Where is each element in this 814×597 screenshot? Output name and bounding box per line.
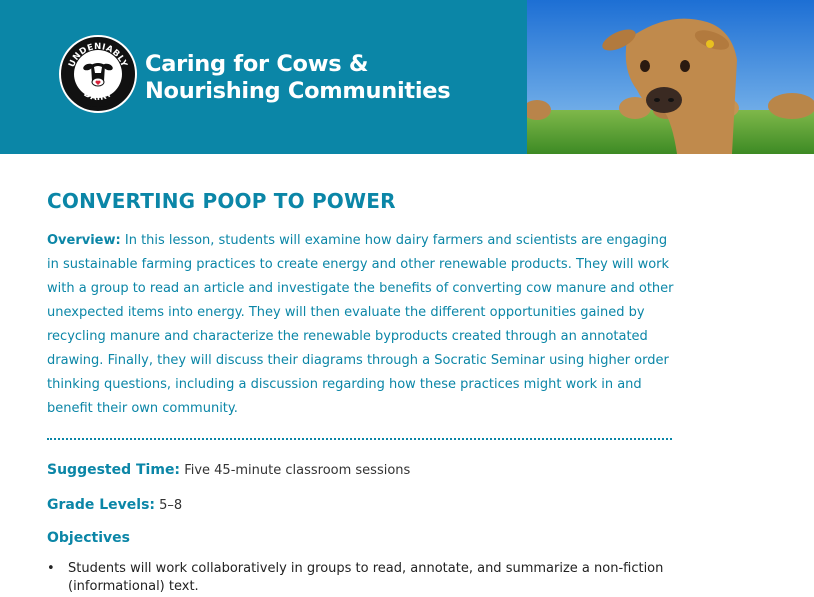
suggested-time-value: Five 45-minute classroom sessions [184, 463, 411, 478]
document-title: CONVERTING POOP TO POWER [47, 189, 396, 213]
bullet-icon: • [47, 561, 55, 576]
undeniably-dairy-logo [59, 35, 137, 113]
grade-levels [47, 497, 182, 513]
grade-levels-label: Grade Levels: [47, 497, 156, 513]
suggested-time [47, 462, 410, 478]
svg-text:UNDENIABLY: UNDENIABLY [67, 41, 129, 69]
page-header [0, 0, 814, 154]
cow-photo [527, 0, 814, 154]
overview-text: In this lesson, students will examine how dairy farmers and scientists are engaging in sustainable farming practices to create energy and other renewable products. They will work with a group to read an article and investigate the benefits of converting cow manure and other unexpected items into energy. They will then evaluate the different opportunities gained by recycling manure and characterize the renewable byproducts created through an annotated drawing. Finally, they will discuss their diagrams through a Socratic Seminar using higher order thinking questions, including a discussion regarding how these practices might work in and benefit their own community. [47, 233, 674, 416]
grade-levels-value: 5–8 [159, 498, 183, 513]
header-title [145, 51, 450, 105]
overview-paragraph [47, 229, 675, 421]
suggested-time-label: Suggested Time: [47, 462, 181, 478]
dotted-divider [47, 438, 672, 440]
objective-text: Students will work collaboratively in groups to read, annotate, and summarize a non-fiction (informational) text. [68, 561, 664, 594]
header-title-line2: Nourishing Communities [145, 78, 451, 104]
overview-label: Overview: [47, 233, 121, 248]
objectives-heading: Objectives [47, 530, 130, 546]
header-title-line1: Caring for Cows & [145, 51, 369, 77]
svg-text:DAIRY: DAIRY [81, 88, 115, 104]
